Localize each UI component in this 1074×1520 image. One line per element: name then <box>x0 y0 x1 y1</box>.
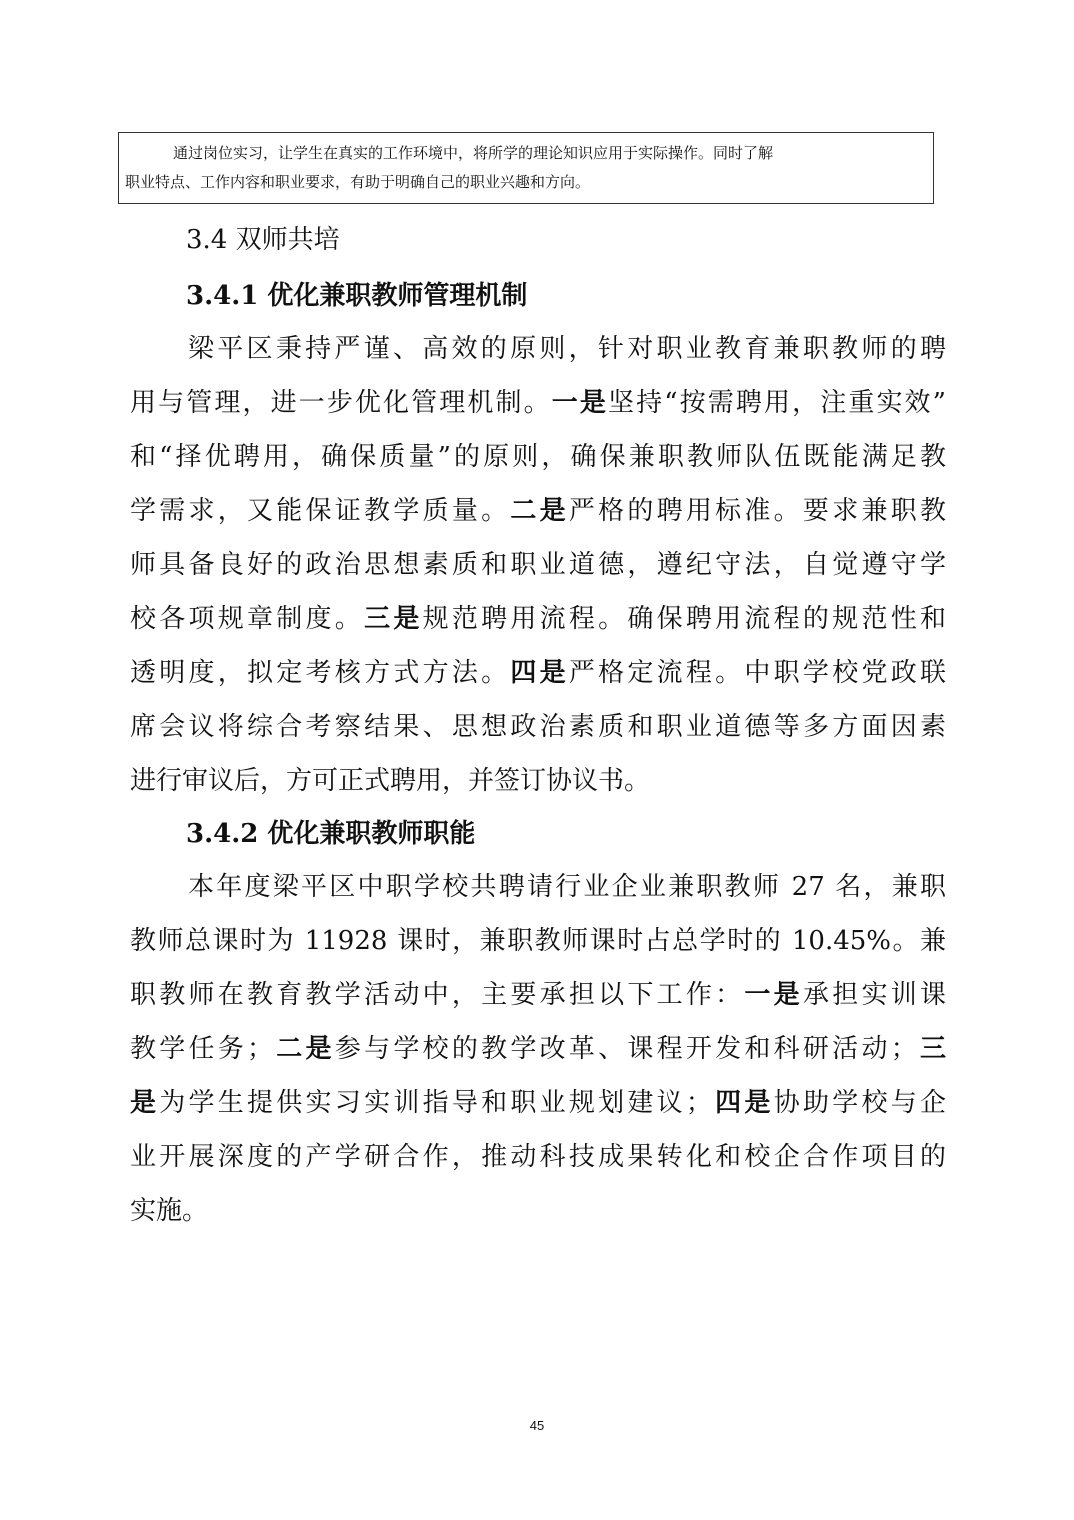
emphasis: 四是 <box>510 658 569 688</box>
text-line: 教学任务；二是参与学校的教学改革、课程开发和科研活动；三 <box>130 1034 946 1064</box>
emphasis: 三 <box>916 1034 946 1064</box>
text-line: 席会议将综合考察结果、思想政治素质和职业道德等多方面因素 <box>130 712 946 742</box>
text-line: 实施。 <box>130 1196 209 1226</box>
box-text-line: 通过岗位实习，让学生在真实的工作环境中，将所学的理论知识应用于实际操作。同时了解 <box>173 144 774 162</box>
highlight-box <box>118 132 934 204</box>
emphasis: 三是 <box>364 604 423 634</box>
section-heading: 3.4 双师共培 <box>186 225 340 255</box>
text-line: 本年度梁平区中职学校共聘请行业企业兼职教师 27 名，兼职 <box>188 872 946 902</box>
emphasis: 是 <box>130 1088 160 1118</box>
text-line: 教师总课时为 11928 课时，兼职教师课时占总学时的 10.45%。兼 <box>130 926 946 956</box>
text-line: 和“择优聘用，确保质量”的原则，确保兼职教师队伍既能满足教 <box>130 442 946 472</box>
emphasis: 一是 <box>551 388 608 418</box>
text-line: 梁平区秉持严谨、高效的原则，针对职业教育兼职教师的聘 <box>188 334 946 364</box>
page-number: 45 <box>529 1418 545 1433</box>
text-line: 透明度，拟定考核方式方法。四是严格定流程。中职学校党政联 <box>130 658 946 688</box>
text-line: 师具备良好的政治思想素质和职业道德，遵纪守法，自觉遵守学 <box>130 550 946 580</box>
paragraph-part-time-teacher-duties <box>130 860 946 1238</box>
box-text-line: 职业特点、工作内容和职业要求，有助于明确自己的职业兴趣和方向。 <box>125 173 591 191</box>
text-line: 用与管理，进一步优化管理机制。一是坚持“按需聘用，注重实效” <box>130 388 946 418</box>
text-line: 业开展深度的产学研合作，推动科技成果转化和校企合作项目的 <box>130 1142 946 1172</box>
emphasis: 四是 <box>711 1088 774 1118</box>
emphasis: 二是 <box>510 496 569 526</box>
text-line: 职教师在教育教学活动中，主要承担以下工作：一是承担实训课 <box>130 980 946 1010</box>
text-line: 校各项规章制度。三是规范聘用流程。确保聘用流程的规范性和 <box>130 604 946 634</box>
text-line: 进行审议后，方可正式聘用，并签订协议书。 <box>130 766 651 796</box>
text-line: 是为学生提供实习实训指导和职业规划建议；四是协助学校与企 <box>130 1088 946 1118</box>
subsection-heading-3-4-2: 3.4.2 优化兼职教师职能 <box>186 819 476 849</box>
paragraph-management-mechanism <box>130 322 946 808</box>
text-line: 学需求，又能保证教学质量。二是严格的聘用标准。要求兼职教 <box>130 496 946 526</box>
subsection-heading-3-4-1: 3.4.1 优化兼职教师管理机制 <box>186 281 528 311</box>
emphasis: 一是 <box>744 980 803 1010</box>
emphasis: 二是 <box>273 1034 335 1064</box>
